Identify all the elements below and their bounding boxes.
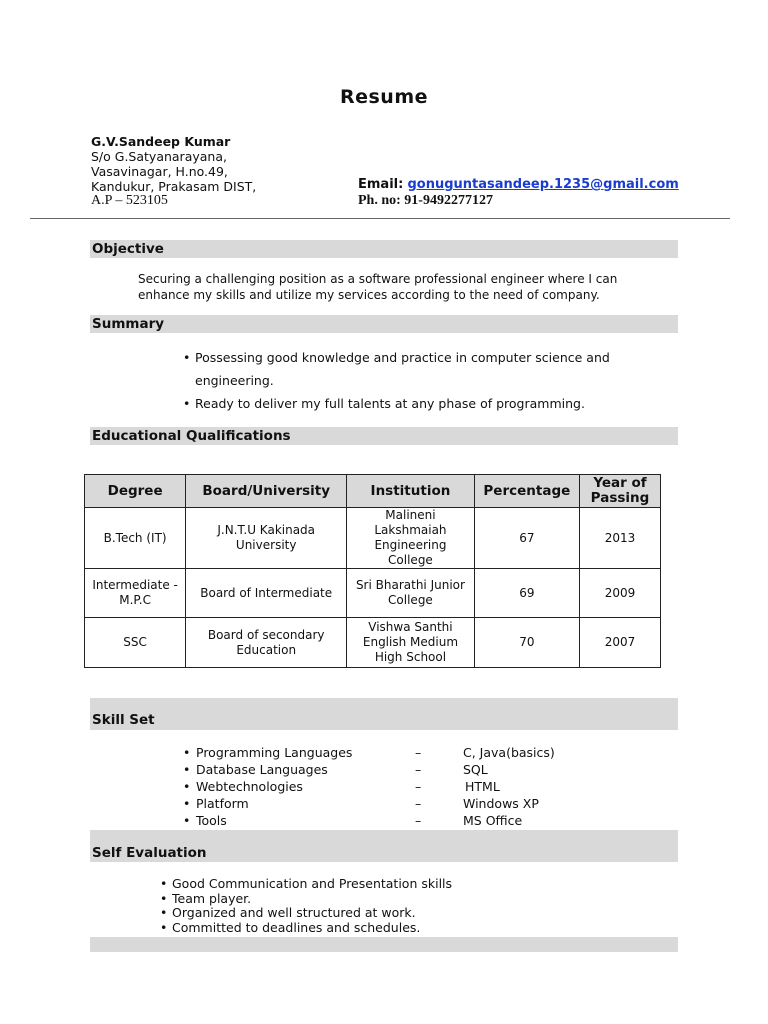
bullet-icon: • xyxy=(183,396,191,411)
cell-institution: Sri Bharathi Junior College xyxy=(347,569,475,618)
summary-list xyxy=(183,346,663,415)
bullet-spacer xyxy=(183,369,195,392)
cell-year: 2009 xyxy=(579,569,660,618)
email-label: Email: xyxy=(358,177,404,192)
cell-percentage: 69 xyxy=(474,569,579,618)
list-item xyxy=(160,906,452,921)
list-item xyxy=(183,761,603,778)
table-row xyxy=(85,618,661,668)
list-item xyxy=(183,812,603,829)
summary-heading: Summary xyxy=(90,315,678,333)
skill-name: Webtechnologies xyxy=(196,779,303,794)
list-item xyxy=(160,892,452,907)
list-item xyxy=(183,369,663,392)
email-line xyxy=(358,177,679,192)
skill-dash: – xyxy=(415,796,422,811)
list-item xyxy=(183,346,663,369)
bullet-icon: • xyxy=(183,813,191,828)
cell-institution: Vishwa Santhi English Medium High School xyxy=(347,618,475,668)
footer-bar xyxy=(90,937,678,952)
list-item xyxy=(160,877,452,892)
col-header-degree: Degree xyxy=(85,475,186,508)
list-item xyxy=(160,921,452,936)
bullet-icon: • xyxy=(160,905,168,920)
self-evaluation-item: Committed to deadlines and schedules. xyxy=(172,919,421,935)
skill-name: Database Languages xyxy=(196,762,328,777)
table-row xyxy=(85,508,661,569)
bullet-icon: • xyxy=(183,796,191,811)
col-header-year: Year of Passing xyxy=(579,475,660,508)
cell-percentage: 67 xyxy=(474,508,579,569)
cell-institution: Malineni Lakshmaiah Engineering College xyxy=(347,508,475,569)
skill-value: MS Office xyxy=(463,813,523,828)
skill-dash: – xyxy=(415,745,422,760)
summary-item: Possessing good knowledge and practice in computer science and xyxy=(195,350,610,365)
table-row xyxy=(85,569,661,618)
skills-list xyxy=(183,744,603,829)
self-evaluation-item: Organized and well structured at work. xyxy=(172,905,416,920)
cell-percentage: 70 xyxy=(474,618,579,668)
cell-board: Board of secondary Education xyxy=(186,618,347,668)
table-header-row xyxy=(85,475,661,508)
cell-year: 2007 xyxy=(579,618,660,668)
bullet-icon: • xyxy=(183,779,191,794)
cell-board: Board of Intermediate xyxy=(186,569,347,618)
self-evaluation-list xyxy=(160,877,452,935)
objective-text xyxy=(138,271,678,303)
address-pin: A.P – 523105 xyxy=(91,193,168,208)
bullet-icon: • xyxy=(183,745,191,760)
address-line-1: S/o G.Satyanarayana, xyxy=(91,149,227,164)
summary-item: Ready to deliver my full talents at any phase of programming. xyxy=(195,396,585,411)
self-evaluation-heading: Self Evaluation xyxy=(90,830,678,862)
col-header-board: Board/University xyxy=(186,475,347,508)
list-item xyxy=(183,778,603,795)
objective-line-1: Securing a challenging position as a software professional engineer where I can xyxy=(138,272,618,286)
bullet-icon: • xyxy=(160,919,168,935)
education-heading: Educational Qualifications xyxy=(90,427,678,445)
skill-value: HTML xyxy=(465,779,500,794)
skill-value: Windows XP xyxy=(463,796,539,811)
email-link[interactable]: gonuguntasandeep.1235@gmail.com xyxy=(407,177,679,192)
education-table xyxy=(84,474,661,668)
cell-board: J.N.T.U Kakinada University xyxy=(186,508,347,569)
header-divider xyxy=(30,218,730,219)
page-title: Resume xyxy=(339,86,429,108)
skill-value: C, Java(basics) xyxy=(463,745,555,760)
summary-item-continued: engineering. xyxy=(195,373,274,388)
cell-degree: B.Tech (IT) xyxy=(85,508,186,569)
list-item xyxy=(183,795,603,812)
phone-number: Ph. no: 91-9492277127 xyxy=(358,193,493,208)
skill-name: Tools xyxy=(196,813,227,828)
skill-dash: – xyxy=(415,779,422,794)
self-evaluation-item: Team player. xyxy=(172,890,252,906)
bullet-icon: • xyxy=(160,890,168,906)
skill-dash: – xyxy=(415,813,422,828)
cell-degree: Intermediate -M.P.C xyxy=(85,569,186,618)
col-header-percentage: Percentage xyxy=(474,475,579,508)
candidate-name: G.V.Sandeep Kumar xyxy=(91,134,231,149)
cell-degree: SSC xyxy=(85,618,186,668)
skill-dash: – xyxy=(415,762,422,777)
bullet-icon: • xyxy=(183,762,191,777)
col-header-institution: Institution xyxy=(347,475,475,508)
self-evaluation-item: Good Communication and Presentation skills xyxy=(172,876,453,891)
address-line-3: Kandukur, Prakasam DIST, xyxy=(91,179,257,194)
bullet-icon: • xyxy=(183,350,191,365)
skill-name: Platform xyxy=(196,796,249,811)
skill-name: Programming Languages xyxy=(196,745,353,760)
list-item xyxy=(183,744,603,761)
skill-value: SQL xyxy=(463,762,488,777)
cell-year: 2013 xyxy=(579,508,660,569)
bullet-icon: • xyxy=(160,876,168,891)
list-item xyxy=(183,392,663,415)
skills-heading: Skill Set xyxy=(90,698,678,730)
objective-heading: Objective xyxy=(90,240,678,258)
address-line-2: Vasavinagar, H.no.49, xyxy=(91,164,228,179)
objective-line-2: enhance my skills and utilize my services according to the need of company. xyxy=(138,288,600,302)
